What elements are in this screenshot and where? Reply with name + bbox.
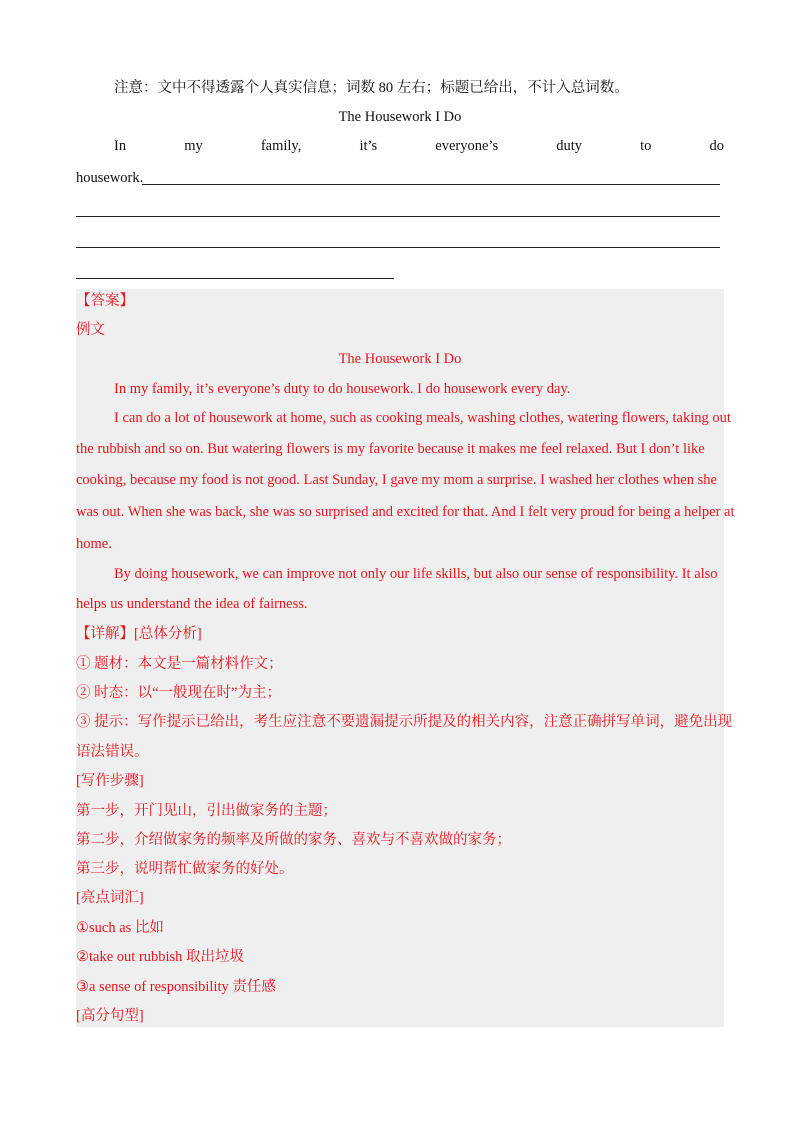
prompt-first-line [114, 136, 724, 156]
step-item: 第二步，介绍做家务的频率及所做的家务、喜欢与不喜欢做的家务； [76, 832, 511, 848]
prompt-title: The Housework I Do [338, 109, 462, 125]
sample-label: 例文 [76, 322, 105, 338]
writing-blank-line [76, 278, 394, 279]
overall-analysis-label: [总体分析] [134, 626, 202, 642]
sample-line: helps us understand the idea of fairness. [76, 596, 308, 612]
sample-line: home. [76, 536, 112, 552]
prompt-word: do [709, 138, 724, 154]
sample-line: the rubbish and so on. But watering flowers is my favorite because it makes me feel relaxed. But I don’t like [76, 441, 705, 457]
step-item: 第三步，说明帮忙做家务的好处。 [76, 861, 294, 877]
vocab-label: [亮点词汇] [76, 890, 144, 906]
prompt-word: my [184, 138, 203, 154]
sample-line: By doing housework, we can improve not only our life skills, but also our sense of responsibility. It also [114, 566, 718, 582]
vocab-item: ①such as 比如 [76, 920, 164, 936]
prompt-second-line-start: housework. [76, 170, 144, 186]
writing-blank-line [142, 184, 720, 185]
prompt-word: family, [260, 138, 302, 154]
prompt-word: duty [556, 138, 582, 154]
analysis-point: ① 题材：本文是一篇材料作文； [76, 656, 283, 672]
analysis-point: 语法错误。 [76, 744, 149, 760]
prompt-word: everyone’s [435, 138, 499, 154]
sample-line: In my family, it’s everyone’s duty to do housework. I do housework every day. [114, 381, 571, 397]
sample-title: The Housework I Do [338, 351, 462, 367]
explanation-label: 【详解】 [76, 626, 134, 642]
writing-blank-line [76, 247, 720, 248]
writing-blank-line [76, 216, 720, 217]
sample-line: I can do a lot of housework at home, such as cooking meals, washing clothes, watering flowers, taking out [114, 410, 731, 426]
analysis-point: ② 时态：以“一般现在时”为主； [76, 685, 281, 701]
note-text: 注意：文中不得透露个人真实信息；词数 80 左右；标题已给出，不计入总词数。 [114, 80, 629, 96]
step-item: 第一步，开门见山，引出做家务的主题； [76, 803, 337, 819]
steps-label: [写作步骤] [76, 773, 144, 789]
vocab-item: ③a sense of responsibility 责任感 [76, 979, 276, 995]
sentence-label: [高分句型] [76, 1008, 144, 1024]
answer-label: 【答案】 [76, 293, 134, 309]
analysis-point: ③ 提示：写作提示已给出，考生应注意不要遗漏提示所提及的相关内容，注意正确拼写单词，避免出现 [76, 714, 733, 730]
prompt-word: to [640, 138, 652, 154]
vocab-item: ②take out rubbish 取出垃圾 [76, 949, 245, 965]
sample-line: cooking, because my food is not good. Last Sunday, I gave my mom a surprise. I washed her clothes when she [76, 472, 717, 488]
explanation-heading [76, 624, 202, 644]
sample-line: was out. When she was back, she was so surprised and excited for that. And I felt very proud for being a helper at [76, 504, 735, 520]
prompt-word: In [114, 138, 127, 154]
prompt-word: it’s [359, 138, 378, 154]
